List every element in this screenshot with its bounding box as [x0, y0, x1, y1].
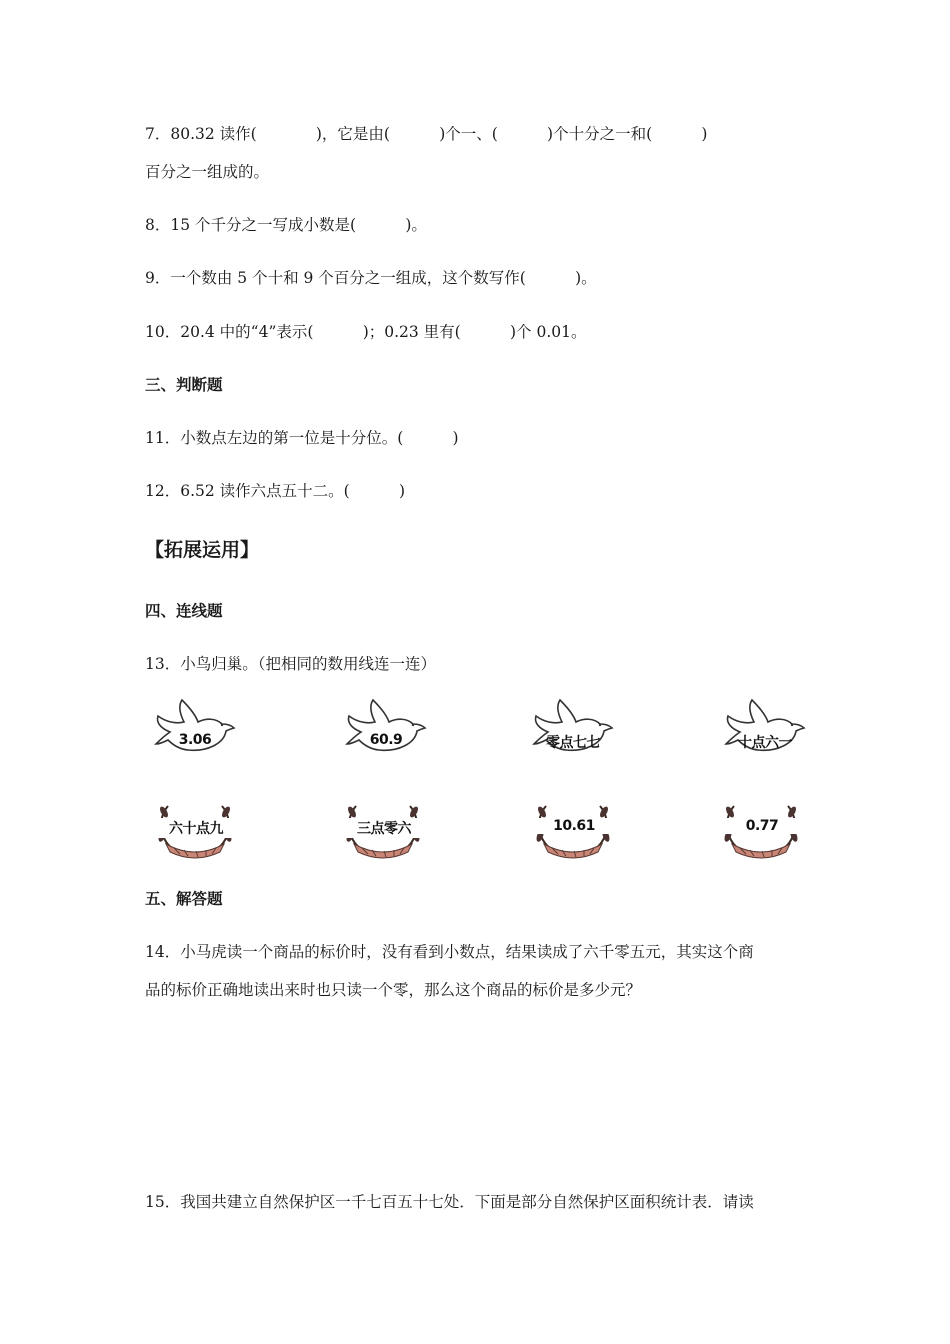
question-8: 8．15 个千分之一写成小数是( )。: [145, 216, 427, 234]
section-3-heading: 三、判断题: [145, 376, 223, 394]
nest-label: 三点零六: [338, 818, 430, 838]
nest-label: 10.61: [528, 818, 620, 834]
question-10: 10．20.4 中的“4”表示( )；0.23 里有( )个 0.01。: [145, 323, 587, 341]
bird-1[interactable]: [150, 698, 240, 762]
question-7-line-2: 百分之一组成的。: [145, 163, 270, 181]
bird-label: 3.06: [178, 732, 212, 748]
nest-1[interactable]: [150, 798, 240, 862]
bird-4[interactable]: [720, 698, 810, 762]
question-15-line-1: 15．我国共建立自然保护区一千七百五十七处．下面是部分自然保护区面积统计表．请读: [145, 1193, 754, 1211]
nest-3[interactable]: [528, 798, 618, 862]
nest-4[interactable]: [716, 798, 806, 862]
bird-2[interactable]: [341, 698, 431, 762]
bird-label: 60.9: [369, 732, 403, 748]
question-7-line-1: 7．80.32 读作( )，它是由( )个一、( )个十分之一和( ): [145, 125, 708, 143]
bird-3[interactable]: [528, 698, 618, 762]
nest-2[interactable]: [338, 798, 428, 862]
question-14-line-1: 14．小马虎读一个商品的标价时，没有看到小数点，结果读成了六千零五元，其实这个商: [145, 943, 754, 961]
bird-icon: [150, 698, 240, 762]
section-5-heading: 五、解答题: [145, 890, 223, 908]
extension-title: 【拓展运用】: [145, 539, 260, 561]
bird-icon: [528, 698, 618, 762]
section-4-heading: 四、连线题: [145, 602, 223, 620]
question-13: 13．小鸟归巢。（把相同的数用线连一连）: [145, 655, 436, 673]
bird-icon: [720, 698, 810, 762]
bird-label: 零点七七: [546, 735, 600, 751]
question-11: 11．小数点左边的第一位是十分位。( ): [145, 429, 459, 447]
bird-icon: [341, 698, 431, 762]
question-12: 12．6.52 读作六点五十二。( ): [145, 482, 406, 500]
question-9: 9．一个数由 5 个十和 9 个百分之一组成，这个数写作( )。: [145, 269, 597, 287]
bird-label: 十点六一: [738, 735, 792, 751]
nest-label: 六十点九: [150, 818, 242, 838]
question-14-line-2: 品的标价正确地读出来时也只读一个零，那么这个商品的标价是多少元？: [145, 981, 642, 999]
nest-label: 0.77: [716, 818, 808, 834]
